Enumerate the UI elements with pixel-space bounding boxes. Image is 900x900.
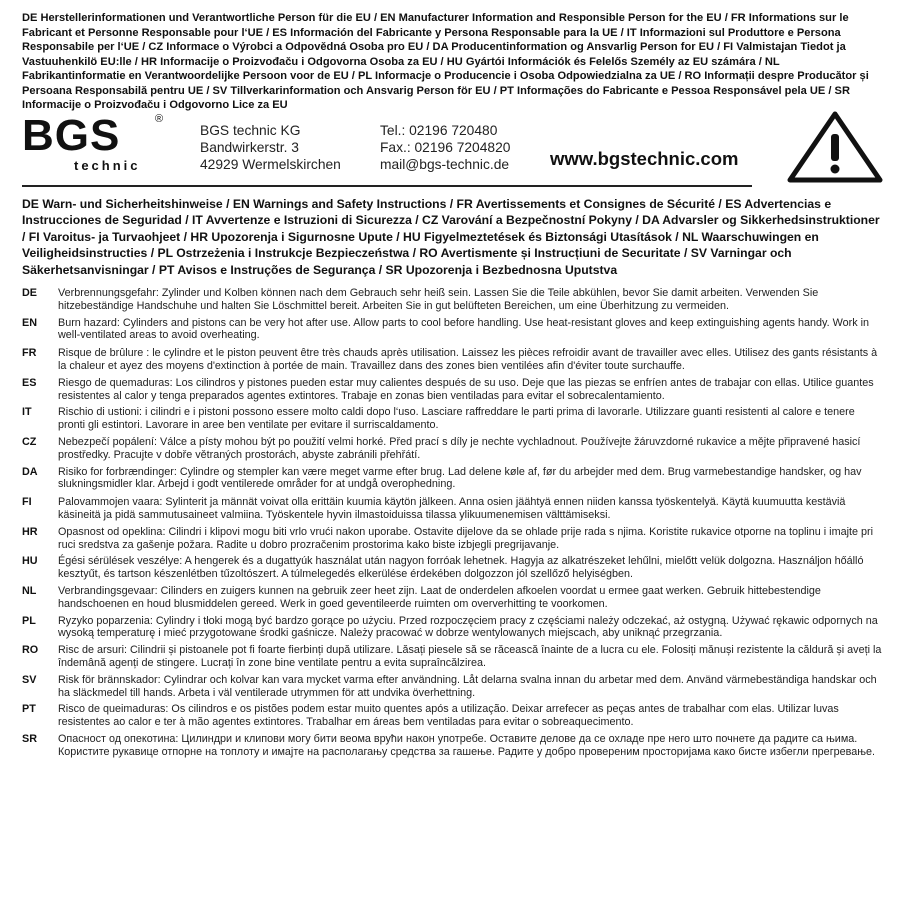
language-code: HR	[22, 525, 38, 538]
company-contact	[380, 122, 510, 173]
warning-entry	[22, 703, 884, 729]
language-code: DE	[22, 287, 37, 299]
warning-text: Nebezpečí popálení: Válce a písty mohou být po použití velmi horké. Před prací s díly je nechte vychladnout. Používejte žáruvzdorné rukavice a mějte připravené hasicí prostředky. Pracujte v dobře větraných prostorách, abyste zabránili přehřátí.	[58, 435, 861, 461]
language-code: ES	[22, 376, 37, 389]
company-address	[200, 122, 341, 173]
language-code: HU	[22, 555, 38, 568]
header-divider	[22, 185, 752, 187]
company-header	[22, 110, 882, 188]
warning-text: Rischio di ustioni: i cilindri e i pistoni possono essere molto caldi dopo l‘uso. Lasciare raffreddare le parti prima di lavorarle. Utilizzare guanti resistenti al calore e tenere pronti gli estintori. Lavorare in aree ben ventilate per evitare il surriscaldamento.	[58, 406, 855, 432]
warning-text: Опасност од опекотина: Цилиндри и клипови могу бити веома врући након употребе. Оставите делове да се охладе пре него што почнете да радите са њима. Користите рукавице отпорне на топлоту и имајте на располагању средства за гашење. Радите у добро провереним просторијама како бисте избегли прегревање.	[58, 732, 876, 758]
language-code: FI	[22, 496, 32, 509]
language-code: PL	[22, 614, 36, 627]
warning-entry	[22, 287, 884, 313]
company-website: www.bgstechnic.com	[550, 148, 739, 169]
svg-text:technic: technic	[74, 158, 141, 173]
warning-text: Riesgo de quemaduras: Los cilindros y pistones pueden estar muy calientes después de su uso. Deje que las piezas se enfríen antes de trabajar con ellas. Utilice guantes resistentes al calor y tenga preparados agentes extintores. Trabaje en zonas bien ventiladas para evitar el sobrecalentamiento.	[58, 376, 874, 402]
warning-text: Verbrennungsgefahr: Zylinder und Kolben können nach dem Gebrauch sehr heiß sein. Lassen Sie die Teile abkühlen, bevor Sie damit arbeiten. Verwenden Sie hitzebeständige Handschuhe und halten Sie Löschmittel bereit. Arbeiten Sie in gut belüfteten Bereichen, um eine Überhitzung zu vermeiden.	[58, 287, 819, 312]
warning-text: Égési sérülések veszélye: A hengerek és a dugattyúk használat után nagyon forróak lehetnek. Hagyja az alkatrészeket lehűlni, mielőtt velük dolgozna. Használjon hőálló kesztyűt, és tartson készenlétben tűzoltószert. A túlmelegedés elkerülése érdekében dolgozzon jól szellőző helyiségben.	[58, 555, 864, 581]
warning-text: Risiko for forbrændinger: Cylindre og stempler kan være meget varme efter brug. Lad delene køle af, før du arbejder med dem. Brug varmebestandige handsker, og hav slukningsmidler klar. Arbejd i godt ventilerede områder for at undgå overophedning.	[58, 465, 862, 491]
warning-text: Opasnost od opeklina: Cilindri i klipovi mogu biti vrlo vrući nakon uporabe. Ostavite dijelove da se ohlade prije rada s njima. Koristite rukavice otporne na toplinu i imajte pri ruci sredstva za gašenje požara. Radite u dobro prozračenim prostorima kako biste izbjegli pregrijavanje.	[58, 525, 873, 551]
language-code: DA	[22, 465, 38, 478]
manufacturer-info-heading: DE Herstellerinformationen und Verantwortliche Person für die EU / EN Manufacturer Information and Responsible Person for the EU / FR Informations sur le Fabricant et Personne Responsable pour l‘UE / ES Información del Fabricante y Persona Responsable para la UE / IT Informazioni sul Produttore e Persona Responsabile per l‘UE / CZ Informace o Výrobci a Odpovědná Osoba pro EU / DA Producentinformation og Ansvarlig Person for EU / FI Valmistajan Tiedot ja Vastuuhenkilö EU:lle / HR Informacije o Proizvođaču i Odgovorna Osoba za EU / HU Gyártói Információk és Felelős Személy az EU számára / NL Fabrikantinformatie en Verantwoordelijke Persoon voor de EU / PL Informacje o Producencie i Osoba Odpowiedzialna za UE / RO Informații despre Producător și Persoana Responsabilă pentru UE / SV Tillverkarinformation och Ansvarig Person för EU / PT Informações do Fabricante e Pessoa Responsável pela UE / SR Informacije o Proizvođaču i Odgovorno Lice za EU	[22, 12, 869, 111]
warning-entry	[22, 733, 884, 759]
warning-entry	[22, 585, 884, 611]
language-code: SV	[22, 673, 37, 686]
language-code: CZ	[22, 435, 37, 448]
language-code: FR	[22, 347, 37, 360]
warning-text: Burn hazard: Cylinders and pistons can be very hot after use. Allow parts to cool before handling. Use heat-resistant gloves and keep extinguishing agents handy. Work in well-ventilated areas to avoid overheating.	[58, 316, 870, 342]
warning-text: Risque de brûlure : le cylindre et le piston peuvent être très chauds après utilisation. Laissez les pièces refroidir avant de travailler avec elles. Utilisez des gants résistants à la chaleur et ayez des moyens d'extinction à portée de main. Travaillez dans des zones bien ventilées afin d'éviter toute surchauffe.	[58, 347, 878, 372]
warning-entry	[22, 317, 884, 343]
warning-text: Risco de queimaduras: Os cilindros e os pistões podem estar muito quentes após a utilização. Deixar arrefecer as peças antes de trabalhar com elas. Utilizar luvas resistentes ao calor e ter à mão agentes extintores. Trabalhar em áreas bem ventiladas para evitar o sobreaquecimento.	[58, 703, 839, 729]
bgs-technic-logo	[22, 110, 172, 174]
language-code: EN	[22, 316, 37, 329]
warning-entry	[22, 406, 884, 432]
language-code: SR	[22, 732, 37, 745]
company-name: BGS technic KG	[200, 123, 301, 138]
warning-entry	[22, 555, 884, 581]
warning-entry	[22, 526, 884, 552]
warning-text: Palovammojen vaara: Sylinterit ja männät voivat olla erittäin kuumia käytön jälkeen. Anna osien jäähtyä ennen niiden kanssa työskentelyä. Käytä kuumuutta kestäviä käsineitä ja pidä sammutusaineet valmiina. Työskentele hyvin ilmastoiduissa tilassa ylikuumenemisen välttämiseksi.	[58, 496, 846, 521]
warning-entry	[22, 377, 884, 403]
warning-entry	[22, 347, 884, 373]
company-phone: Tel.: 02196 720480	[380, 123, 498, 138]
language-code: PT	[22, 703, 36, 716]
language-code: IT	[22, 406, 32, 419]
warning-entry	[22, 644, 884, 670]
company-city: 42929 Wermelskirchen	[200, 157, 341, 172]
language-code: NL	[22, 584, 37, 597]
warning-entry	[22, 466, 884, 492]
company-fax: Fax.: 02196 7204820	[380, 140, 511, 155]
warning-triangle-icon	[786, 110, 884, 184]
warning-text: Verbrandingsgevaar: Cilinders en zuigers kunnen na gebruik zeer heet zijn. Laat de onderdelen afkoelen voordat u ermee gaat werken. Gebruik hittebestendige handschoenen en houd blusmiddelen gereed. Werk in goed geventileerde ruimten om oververhitting te voorkomen.	[58, 584, 821, 610]
svg-text:BGS: BGS	[22, 111, 121, 160]
language-code: RO	[22, 644, 39, 657]
svg-text:®: ®	[155, 113, 164, 125]
warning-text: Ryzyko poparzenia: Cylindry i tłoki mogą być bardzo gorące po użyciu. Przed rozpoczęciem pracy z częściami należy odczekać, aż ostygną. Używać rękawic odpornych na wysoką temperaturę i mieć przygotowane środki gaśnicze. Należy pracować w dobrze wentylowanych miejscach, aby uniknąć przegrzania.	[58, 614, 878, 640]
warning-entry	[22, 436, 884, 462]
warning-entries	[22, 287, 884, 759]
warning-text: Risc de arsuri: Cilindrii și pistoanele pot fi foarte fierbinți după utilizare. Lăsați piesele să se răcească înainte de a lucra cu ele. Folosiți mănuși rezistente la căldură și aveți la îndemână agenți de stingere. Lucrați în zone bine ventilate pentru a evita supraîncălzirea.	[58, 644, 882, 669]
warnings-heading: DE Warn- und Sicherheitshinweise / EN Warnings and Safety Instructions / FR Avertissements et Consignes de Sécurité / ES Advertencias e Instrucciones de Seguridad / IT Avvertenze e Istruzioni di Sicurezza / CZ Varování a Bezpečnostní Pokyny / DA Advarsler og Sikkerhedsinstruktioner / FI Varoitus- ja Turvaohjeet / HR Upozorenja i Sigurnosne Upute / HU Figyelmeztetések és Biztonsági Utasítások / NL Waarschuwingen en Veiligheidsinstructies / PL Ostrzeżenia i Instrukcje Bezpieczeństwa / RO Avertismente și Instrucțiuni de Securitate / SV Varningar och Säkerhetsanvisningar / PT Avisos e Instruções de Segurança / SR Upozorenja i Bezbednosna Uputstva	[22, 197, 880, 277]
company-street: Bandwirkerstr. 3	[200, 140, 299, 155]
warning-entry	[22, 615, 884, 641]
warning-entry	[22, 674, 884, 700]
warning-text: Risk för brännskador: Cylindrar och kolvar kan vara mycket varma efter användning. Låt delarna svalna innan du arbetar med dem. Använd värmebeständiga handskar och ha släckmedel till hands. Arbeta i väl ventilerade utrymmen för att undvika överhettning.	[58, 673, 877, 699]
warning-entry	[22, 496, 884, 522]
company-email: mail@bgs-technic.de	[380, 157, 510, 172]
